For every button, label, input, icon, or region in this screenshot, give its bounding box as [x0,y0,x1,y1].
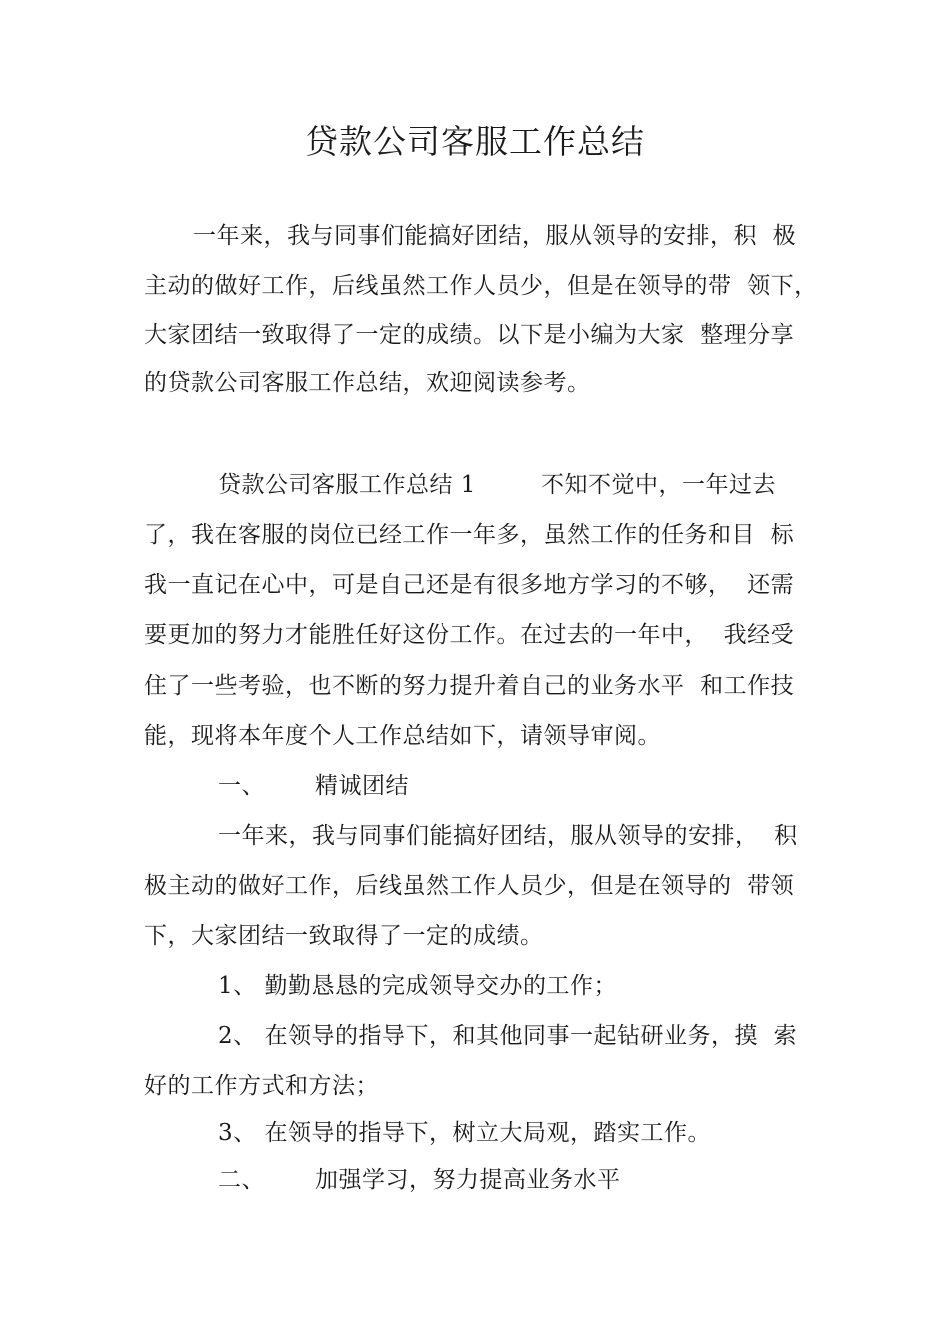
part1-number: 一、 [218,773,265,799]
part1-item-3: 3、 在领导的指导下，树立大局观，踏实工作。 [218,1120,711,1146]
section1-line-4: 要更加的努力才能胜任好这份工作。在过去的一年中， 我经受 [144,622,795,648]
section1-line-6: 能，现将本年度个人工作总结如下，请领导审阅。 [144,723,661,749]
intro-line-3: 大家团结一致取得了一定的成绩。以下是小编为大家 整理分享 [144,322,795,348]
part1-line-3: 下，大家团结一致取得了一定的成绩。 [144,923,544,949]
section1-heading: 贷款公司客服工作总结 1 [218,472,476,498]
section1-line-1: 不知不觉中，一年过去 [541,472,776,498]
part2-heading: 加强学习，努力提高业务水平 [315,1167,621,1193]
section1-line-2: 了，我在客服的岗位已经工作一年多，虽然工作的任务和目 标 [144,522,795,548]
part1-item-2-line-1: 2、 在领导的指导下，和其他同事一起钻研业务，摸 索 [218,1023,798,1049]
intro-line-4: 的贷款公司客服工作总结，欢迎阅读参考。 [144,370,591,396]
part1-item-1: 1、 勤勤恳恳的完成领导交办的工作； [218,973,617,999]
section1-line-3: 我一直记在心中，可是自己还是有很多地方学习的不够， 还需 [144,572,795,598]
part1-line-2: 极主动的做好工作，后线虽然工作人员少，但是在领导的 带领 [144,873,795,899]
section1-line-5: 住了一些考验，也不断的努力提升着自己的业务水平 和工作技 [144,673,795,699]
intro-line-1: 一年来，我与同事们能搞好团结，服从领导的安排，积 极 [193,223,797,249]
part1-heading: 精诚团结 [315,773,409,799]
document-title: 贷款公司客服工作总结 [305,122,645,161]
intro-line-2: 主动的做好工作，后线虽然工作人员少，但是在领导的带 领下， [144,273,818,299]
part1-line-1: 一年来，我与同事们能搞好团结，服从领导的安排， 积 [218,823,798,849]
part2-number: 二、 [218,1167,265,1193]
part1-item-2-line-2: 好的工作方式和方法； [144,1073,379,1099]
